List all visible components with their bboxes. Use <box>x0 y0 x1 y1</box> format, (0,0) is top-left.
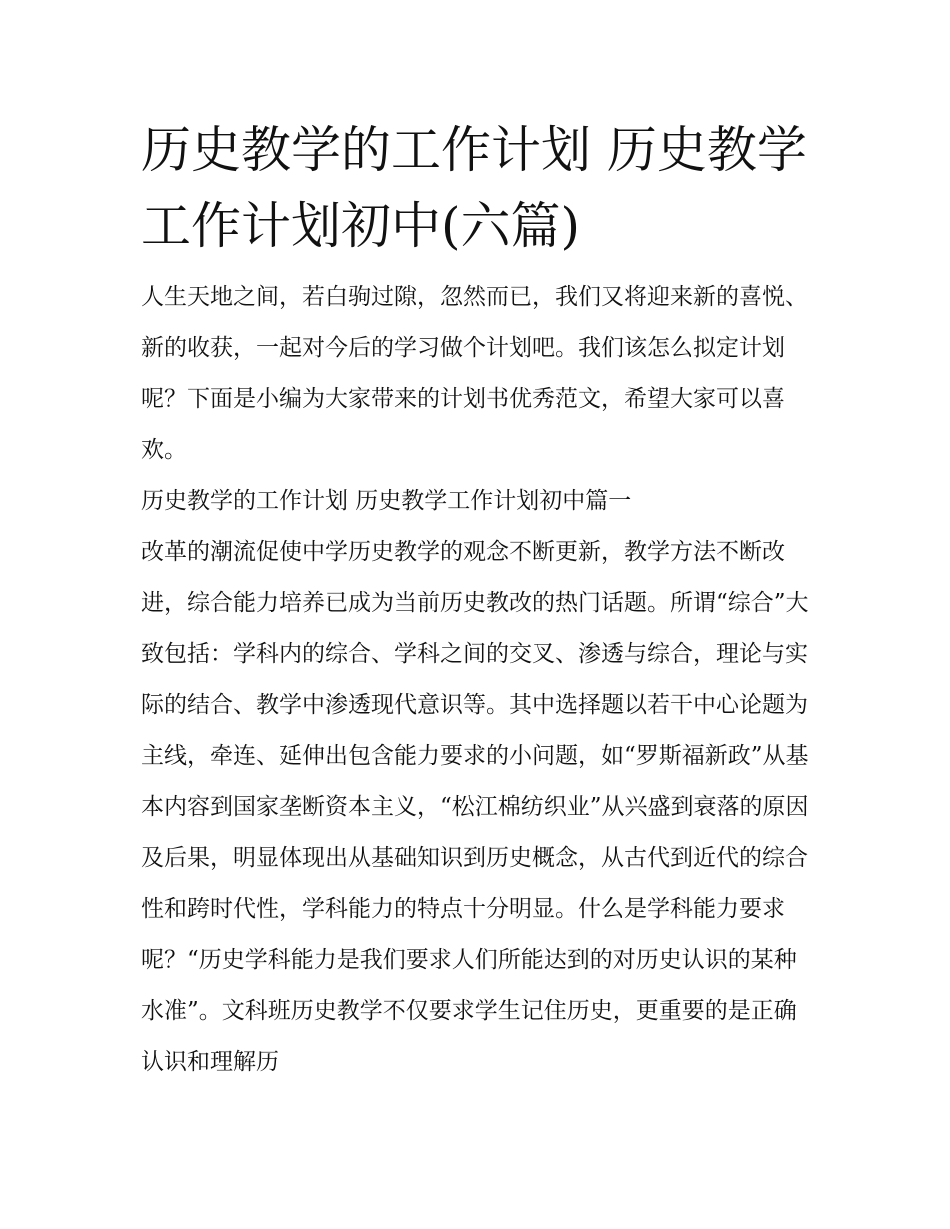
intro-paragraph: 人生天地之间，若白驹过隙，忽然而已，我们又将迎来新的喜悦、新的收获，一起对今后的学习做个计划吧。我们该怎么拟定计划呢？下面是小编为大家带来的计划书优秀范文，希望大家可以喜欢。 <box>141 284 808 463</box>
section-body-paragraph: 改革的潮流促使中学历史教学的观念不断更新，教学方法不断改进，综合能力培养已成为当前历史教改的热门话题。所谓“综合”大致包括：学科内的综合、学科之间的交叉、渗透与综合，理论与实际的结合、教学中渗透现代意识等。其中选择题以若干中心论题为主线，牵连、延伸出包含能力要求的小问题，如“罗斯福新政”从基本内容到国家垄断资本主义，“松江棉纺织业”从兴盛到衰落的原因及后果，明显体现出从基础知识到历史概念，从古代到近代的综合性和跨时代性，学科能力的特点十分明显。什么是学科能力要求呢？“历史学科能力是我们要求人们所能达到的对历史认识的某种水准”。文科班历史教学不仅要求学生记住历史，更重要的是正确认识和理解历 <box>141 539 809 1075</box>
document-title: 历史教学的工作计划 历史教学工作计划初中(六篇) <box>141 121 807 255</box>
section-heading: 历史教学的工作计划 历史教学工作计划初中篇一 <box>141 488 632 514</box>
document-content <box>141 112 813 1088</box>
